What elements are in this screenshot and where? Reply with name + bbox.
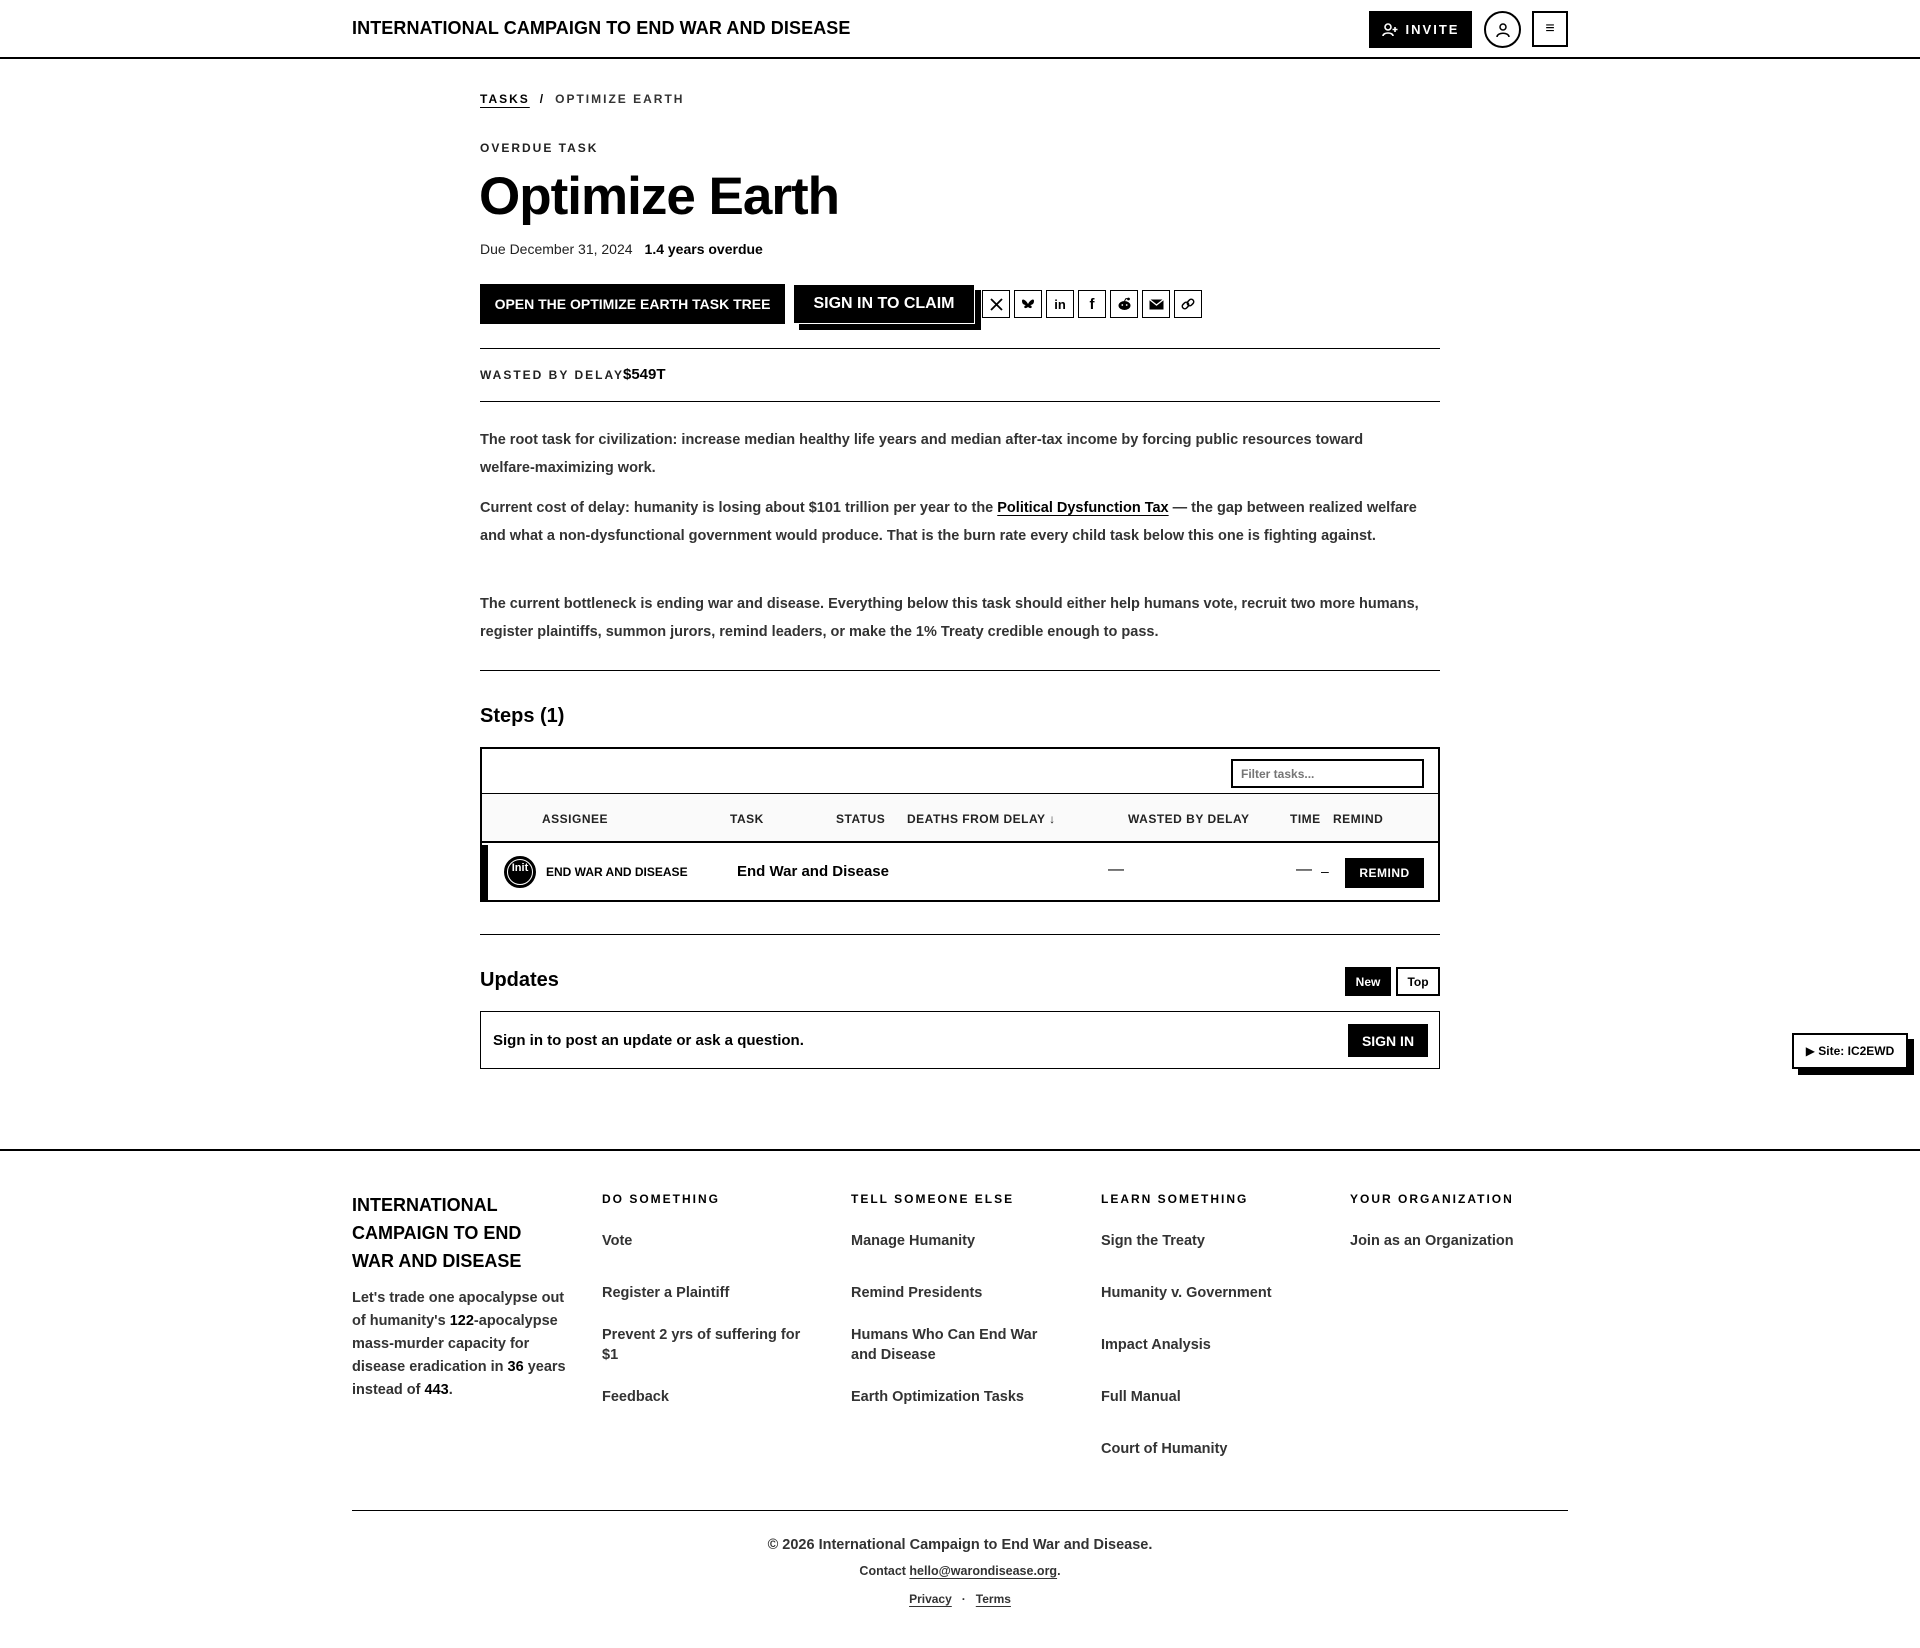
update-signin-prompt — [480, 1011, 1440, 1069]
column-wasted-by-delay[interactable]: WASTED BY DELAY — [1128, 812, 1250, 826]
email-icon — [1149, 299, 1164, 310]
footer-link-prevent-suffering[interactable]: Prevent 2 yrs of suffering for $1 — [602, 1327, 801, 1363]
column-deaths-label: DEATHS FROM DELAY — [907, 812, 1046, 826]
terms-link[interactable]: Terms — [975, 1592, 1011, 1606]
breadcrumb-separator: / — [539, 92, 546, 106]
breadcrumb — [480, 92, 684, 106]
hamburger-icon: ≡ — [1545, 20, 1555, 37]
steps-heading: Steps (1) — [480, 705, 565, 727]
menu-button[interactable] — [1532, 11, 1568, 47]
signin-prompt-text: Sign in to post an update or ask a question. — [493, 1032, 804, 1049]
footer-description — [352, 1287, 567, 1402]
wasted-by-delay-value: $549T — [623, 366, 666, 383]
remind-button[interactable]: REMIND — [1345, 858, 1424, 888]
footer-desc-number: 443 — [424, 1382, 449, 1398]
table-header — [482, 793, 1438, 843]
sort-top-button[interactable]: Top — [1396, 967, 1440, 996]
footer-link-impact-analysis[interactable]: Impact Analysis — [1101, 1337, 1211, 1353]
footer-link-vote[interactable]: Vote — [602, 1233, 633, 1249]
footer-link-remind-presidents[interactable]: Remind Presidents — [851, 1285, 983, 1301]
footer-link-sign-treaty[interactable]: Sign the Treaty — [1101, 1233, 1205, 1249]
sign-in-to-claim-button[interactable]: SIGN IN TO CLAIM — [793, 284, 975, 324]
footer-desc-text: -apocalypse mass-murder capacity for disease eradication in — [352, 1313, 558, 1375]
column-time[interactable]: TIME — [1290, 812, 1321, 826]
footer-link-earth-optimization-tasks[interactable]: Earth Optimization Tasks — [851, 1389, 1024, 1405]
footer-desc-text: . — [448, 1382, 453, 1398]
description-text: — the gap between realized welfare and what a non-dysfunctional government would produce. That is the burn rate every child task below this one is fighting against. — [480, 500, 1417, 544]
footer-desc-text: years instead of — [352, 1359, 566, 1398]
invite-label: INVITE — [1405, 22, 1460, 37]
assignee-name[interactable]: END WAR AND DISEASE — [546, 865, 688, 879]
top-navbar — [0, 0, 1920, 59]
footer-column-title: DO SOMETHING — [602, 1192, 721, 1206]
legal-separator: · — [961, 1592, 966, 1606]
avatar: Init — [504, 856, 536, 888]
bluesky-icon — [1021, 298, 1035, 311]
time-value: – — [1321, 863, 1329, 879]
copy-link-button[interactable] — [1174, 290, 1202, 318]
task-status-label: OVERDUE TASK — [480, 141, 599, 155]
footer-brand: INTERNATIONAL CAMPAIGN TO END WAR AND DISEASE — [352, 1195, 522, 1271]
footer-link-humanity-v-government[interactable]: Humanity v. Government — [1101, 1285, 1272, 1301]
legal-links — [0, 1592, 1920, 1606]
share-email-button[interactable] — [1142, 290, 1170, 318]
contact-suffix: . — [1057, 1564, 1061, 1578]
description-paragraph — [480, 494, 1420, 550]
open-task-tree-button[interactable]: OPEN THE OPTIMIZE EARTH TASK TREE — [480, 284, 785, 324]
divider — [480, 934, 1440, 935]
contact-prefix: Contact — [859, 1564, 910, 1578]
facebook-icon: f — [1089, 295, 1095, 313]
sort-new-button[interactable]: New — [1345, 967, 1391, 996]
column-deaths-from-delay[interactable] — [907, 812, 1056, 826]
due-date: Due December 31, 2024 — [480, 241, 633, 257]
description-paragraph: The current bottleneck is ending war and disease. Everything below this task should either help humans vote, recruit two more humans, register plaintiffs, summon jurors, remind leaders, or make the 1% Treaty credible enough to pass. — [480, 596, 1419, 640]
wasted-value: — — [1296, 861, 1312, 878]
divider — [480, 401, 1440, 402]
share-bluesky-button[interactable] — [1014, 290, 1042, 318]
steps-table — [480, 747, 1440, 902]
footer-rule — [352, 1510, 1568, 1511]
wasted-by-delay-label: WASTED BY DELAY — [480, 368, 625, 382]
footer-column-title: TELL SOMEONE ELSE — [851, 1192, 1015, 1206]
footer-column-title: YOUR ORGANIZATION — [1350, 1192, 1514, 1206]
footer-link-court-of-humanity[interactable]: Court of Humanity — [1101, 1441, 1228, 1457]
breadcrumb-current: OPTIMIZE EARTH — [555, 92, 685, 106]
footer-desc-text: Let's trade one apocalypse out of humanity's — [352, 1290, 565, 1329]
sign-in-button[interactable]: SIGN IN — [1348, 1024, 1428, 1057]
footer-link-manage-humanity[interactable]: Manage Humanity — [851, 1233, 976, 1249]
footer-link-full-manual[interactable]: Full Manual — [1101, 1389, 1181, 1405]
link-icon — [1181, 297, 1195, 311]
linkedin-icon: in — [1054, 296, 1066, 312]
add-user-icon — [1382, 23, 1398, 37]
footer-column-title: LEARN SOMETHING — [1101, 1192, 1249, 1206]
updates-heading: Updates — [480, 969, 559, 991]
footer-link-register-plaintiff[interactable]: Register a Plaintiff — [602, 1285, 730, 1301]
footer-desc-number: 122 — [449, 1313, 474, 1329]
copyright-text: © 2026 International Campaign to End War and Disease. — [767, 1537, 1153, 1553]
task-name-link[interactable]: End War and Disease — [737, 863, 889, 880]
footer-desc-number: 36 — [507, 1359, 524, 1375]
page-title: Optimize Earth — [479, 167, 840, 226]
share-facebook-button[interactable] — [1078, 290, 1106, 318]
column-remind: REMIND — [1333, 812, 1384, 826]
share-linkedin-button[interactable] — [1046, 290, 1074, 318]
footer-divider — [0, 1149, 1920, 1151]
footer-link-feedback[interactable]: Feedback — [602, 1389, 669, 1405]
deaths-value: — — [1108, 861, 1124, 878]
share-reddit-button[interactable] — [1110, 290, 1138, 318]
column-assignee[interactable]: ASSIGNEE — [542, 812, 609, 826]
divider — [480, 348, 1440, 349]
invite-button[interactable] — [1369, 11, 1472, 48]
description-text: Current cost of delay: humanity is losing about $101 trillion per year to the — [480, 500, 998, 516]
sort-down-arrow-icon: ↓ — [1049, 812, 1056, 826]
privacy-link[interactable]: Privacy — [909, 1592, 952, 1606]
column-task[interactable]: TASK — [730, 812, 764, 826]
political-dysfunction-tax-link[interactable]: Political Dysfunction Tax — [997, 500, 1169, 516]
description-paragraph: The root task for civilization: increase median healthy life years and median after-tax income by forcing public resources toward welfare-maximizing work. — [480, 432, 1364, 476]
site-badge-button[interactable]: ▶ Site: IC2EWD — [1792, 1033, 1908, 1069]
site-brand[interactable]: INTERNATIONAL CAMPAIGN TO END WAR AND DISEASE — [352, 18, 851, 38]
divider — [480, 670, 1440, 671]
column-status[interactable]: STATUS — [836, 812, 886, 826]
contact-email-link[interactable]: hello@warondisease.org — [909, 1564, 1058, 1578]
breadcrumb-tasks[interactable]: TASKS — [480, 92, 530, 106]
footer-link-humans-who-can[interactable]: Humans Who Can End War and Disease — [851, 1327, 1038, 1363]
contact-line — [0, 1564, 1920, 1578]
filter-tasks-input[interactable] — [1231, 759, 1424, 788]
task-meta — [480, 241, 763, 257]
x-icon — [990, 298, 1003, 311]
reddit-icon — [1117, 297, 1132, 311]
user-icon — [1495, 22, 1511, 38]
table-row[interactable] — [482, 845, 1438, 900]
footer-link-join-organization[interactable]: Join as an Organization — [1350, 1233, 1514, 1249]
account-button[interactable] — [1484, 11, 1521, 48]
share-x-button[interactable] — [982, 290, 1010, 318]
overdue-text: 1.4 years overdue — [644, 241, 763, 257]
